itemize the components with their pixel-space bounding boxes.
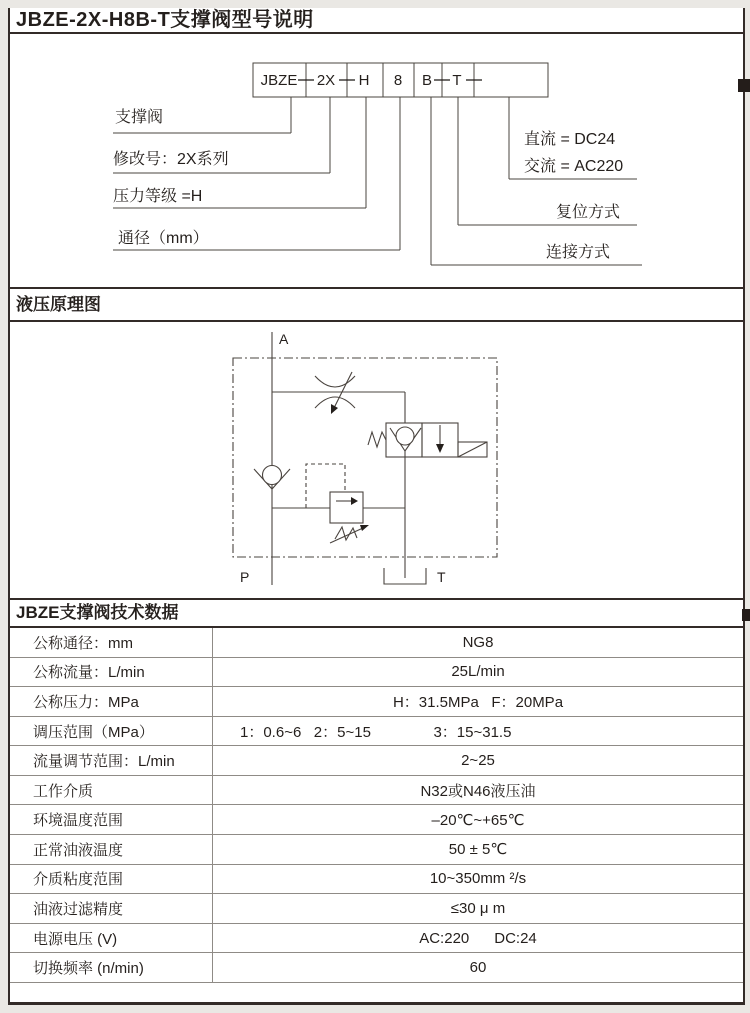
callout-reset-mode: 复位方式 <box>556 204 621 221</box>
hydraulic-schematic <box>10 322 743 598</box>
row-value: ≤30 μ m <box>450 899 506 917</box>
row-value: 25L/min <box>451 663 505 681</box>
section3-title: JBZE支撑阀技术数据 <box>16 603 179 622</box>
row-value: 60 <box>469 959 487 977</box>
table-row <box>10 628 743 658</box>
code-cell: H <box>358 72 370 89</box>
solenoid-coil-icon <box>458 442 487 457</box>
row-label: 切换频率 (n/min) <box>10 953 213 982</box>
callout-diameter: 通径（mm） <box>118 230 209 247</box>
row-label: 正常油液温度 <box>10 835 213 864</box>
row-value: 10~350mm ²/s <box>429 870 527 888</box>
code-cell: 8 <box>393 72 403 89</box>
section3-header <box>10 598 743 628</box>
table-row <box>10 953 743 983</box>
right-edge-print-mark <box>738 79 750 92</box>
row-value: 2~25 <box>461 752 495 770</box>
row-value: NG8 <box>462 633 494 651</box>
section2-header <box>10 287 743 322</box>
row-label: 环境温度范围 <box>10 805 213 834</box>
row-label: 调压范围（MPa） <box>10 717 213 746</box>
section1-title: JBZE-2X-H8B-T支撑阀型号说明 <box>16 9 314 31</box>
table-row <box>10 805 743 835</box>
code-cell: 2X <box>316 72 336 89</box>
row-label: 电源电压 (V) <box>10 924 213 953</box>
port-label-a: A <box>279 331 289 347</box>
callout-ac: 交流 = AC220 <box>524 158 624 175</box>
table-row <box>10 865 743 895</box>
row-value: 1：0.6~6 2：5~15 3：15~31.5 <box>240 723 512 741</box>
port-label-p: P <box>240 569 250 585</box>
section1-header <box>10 8 743 34</box>
table-row <box>10 776 743 806</box>
row-value: –20℃~+65℃ <box>431 811 525 829</box>
callout-dc: 直流 = DC24 <box>524 131 616 148</box>
port-label-t: T <box>437 569 446 585</box>
code-cell: JBZE <box>260 72 298 89</box>
callout-series: 修改号：2X系列 <box>113 151 229 168</box>
right-edge-print-mark <box>742 609 750 621</box>
technical-data-table <box>10 628 743 983</box>
section2-title: 液压原理图 <box>16 295 101 314</box>
callout-connection: 连接方式 <box>546 244 611 261</box>
row-value: H：31.5MPa F：20MPa <box>392 693 564 711</box>
page-frame <box>8 8 745 1005</box>
table-row <box>10 658 743 688</box>
row-value: AC:220 DC:24 <box>419 929 537 947</box>
row-label: 公称压力：MPa <box>10 687 213 716</box>
row-label: 工作介质 <box>10 776 213 805</box>
row-value: N32或N46液压油 <box>420 782 536 800</box>
return-spring-icon <box>368 432 386 447</box>
table-row <box>10 687 743 717</box>
code-cell: B <box>421 72 433 89</box>
callout-labels <box>113 108 623 261</box>
solenoid-directional-valve-icon <box>368 423 487 457</box>
throttle-valve-icon <box>315 372 355 414</box>
row-value: 50 ± 5℃ <box>448 841 508 859</box>
callout-valve-type: 支撑阀 <box>115 109 164 126</box>
table-row <box>10 894 743 924</box>
table-row <box>10 924 743 954</box>
row-label: 公称流量：L/min <box>10 658 213 687</box>
adjustable-spring-icon <box>335 527 357 540</box>
row-label: 油液过滤精度 <box>10 894 213 923</box>
code-cell: T <box>452 72 462 89</box>
table-row <box>10 835 743 865</box>
row-label: 公称通径：mm <box>10 628 213 657</box>
code-cells <box>261 72 462 89</box>
row-label: 介质粘度范围 <box>10 865 213 894</box>
row-label: 流量调节范围：L/min <box>10 746 213 775</box>
relief-valve-icon <box>330 492 369 543</box>
callout-pressure: 压力等级 =H <box>113 188 203 205</box>
table-row <box>10 717 743 747</box>
table-row <box>10 746 743 776</box>
model-code-diagram <box>10 36 743 281</box>
